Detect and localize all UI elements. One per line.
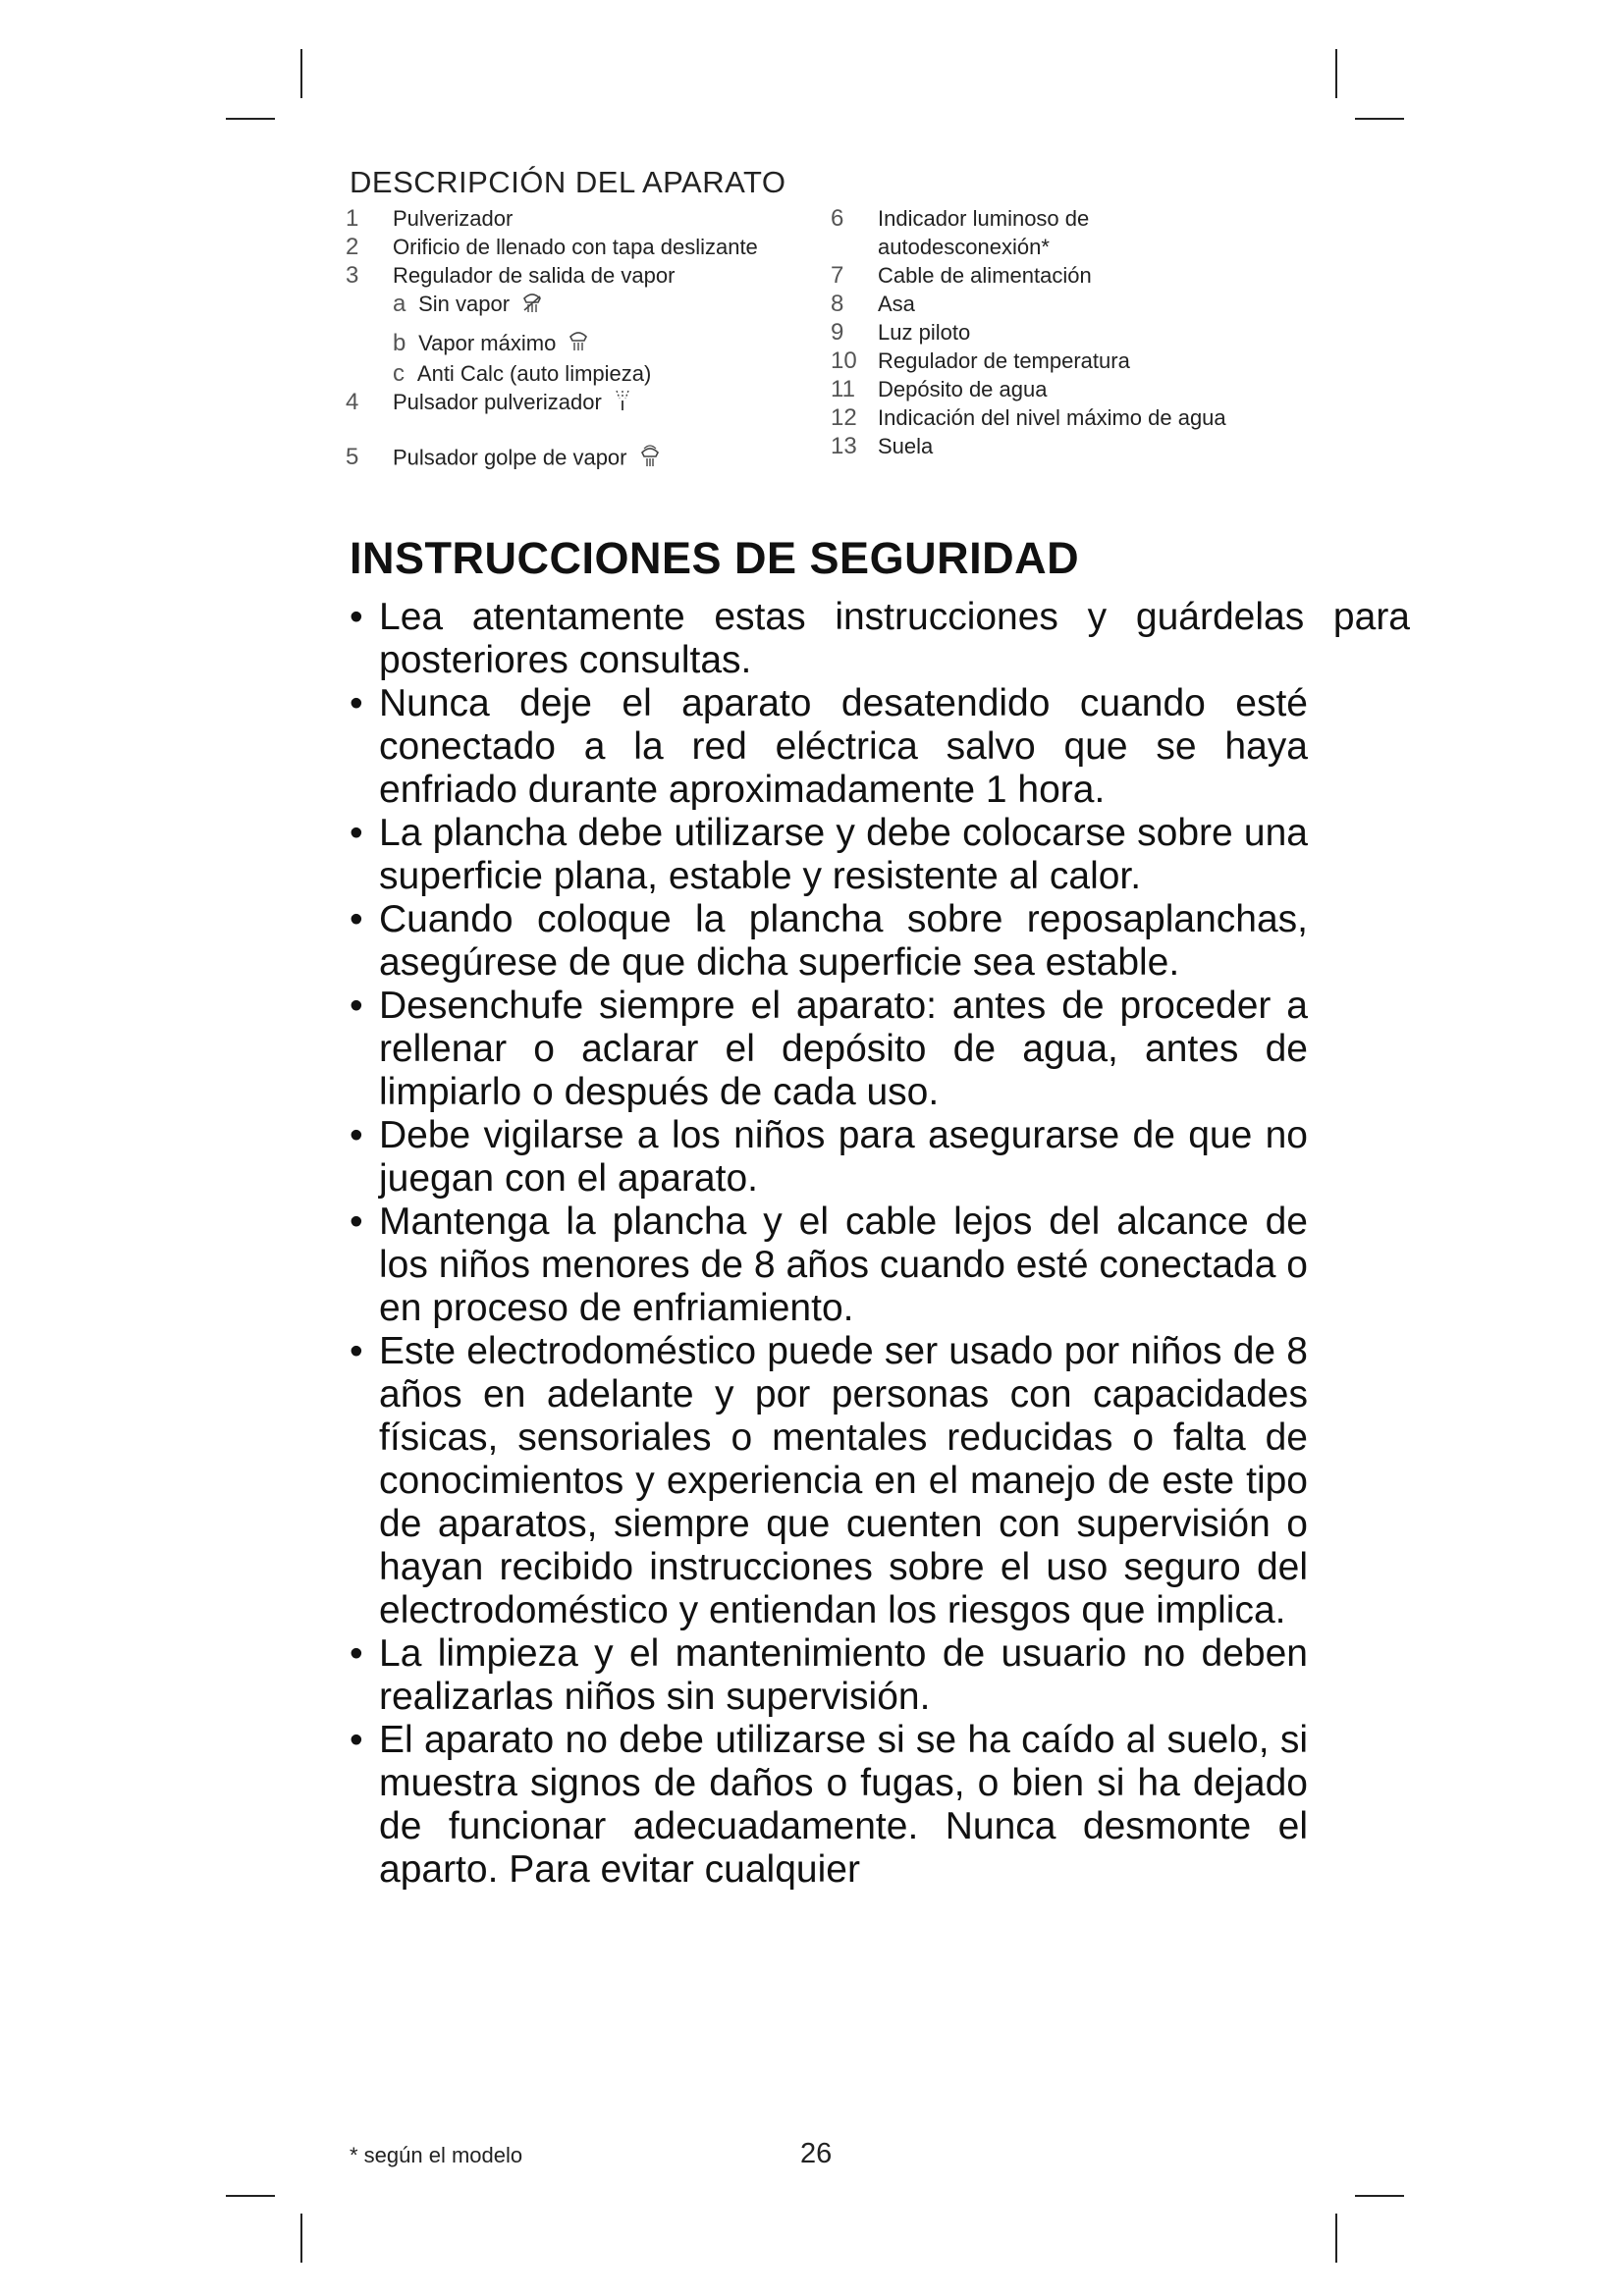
- part-label: Pulverizador: [393, 206, 514, 231]
- part-label: Pulsador pulverizador: [393, 390, 602, 415]
- sub-letter: b: [393, 329, 406, 356]
- crop-mark: [1335, 2214, 1337, 2263]
- crop-mark: [300, 2214, 302, 2263]
- list-item: • Este electrodoméstico puede ser usado por niños de 8 años en adelante y por personas con capacidades físicas, sensoriales o mentales reducidas o falta de conocimientos y experiencia en el manejo de este tipo de aparatos, siempre que cuenten con supervisión o hayan recibido instrucciones sobre el uso seguro del electrodoméstico y entiendan los riesgos que implica.: [350, 1330, 1308, 1632]
- steam-burst-icon: [639, 443, 661, 475]
- part-number: 9: [831, 319, 844, 346]
- part-label: Luz piloto: [878, 320, 971, 345]
- sub-letter: c: [393, 360, 405, 388]
- sub-item: [346, 359, 807, 388]
- part-label: Cable de alimentación: [878, 263, 1092, 288]
- sub-letter: a: [393, 291, 406, 317]
- safety-instructions-list: [350, 596, 1410, 1892]
- sub-item: [346, 329, 807, 360]
- list-item: • Nunca deje el aparato desatendido cuando esté conectado a la red eléctrica salvo que se haya enfriado durante aproximadamente 1 hora.: [350, 682, 1308, 812]
- part-label: Asa: [878, 292, 915, 316]
- part-item: [346, 388, 807, 419]
- part-label: Orificio de llenado con tapa deslizante: [393, 235, 758, 259]
- list-item: • Cuando coloque la plancha sobre reposaplanchas, asegúrese de que dicha superficie sea estable.: [350, 898, 1308, 985]
- crop-mark: [300, 49, 302, 98]
- part-number: 5: [346, 444, 359, 471]
- list-item: • Mantenga la plancha y el cable lejos del alcance de los niños menores de 8 años cuando esté conectada o en proceso de enfriamiento.: [350, 1201, 1308, 1330]
- part-number: 4: [346, 389, 359, 416]
- part-number: 7: [831, 262, 844, 289]
- part-item: [831, 204, 1322, 233]
- list-item: • Desenchufe siempre el aparato: antes de proceder a rellenar o aclarar el depósito de agua, antes de limpiarlo o después de cada uso.: [350, 985, 1308, 1114]
- sub-label: Sin vapor: [418, 292, 511, 316]
- part-number: 11: [831, 376, 855, 402]
- part-item: [831, 403, 1322, 432]
- parts-list-right: [831, 204, 1322, 460]
- crop-mark: [1335, 49, 1337, 98]
- list-item: • La plancha debe utilizarse y debe colocarse sobre una superficie plana, estable y resistente al calor.: [350, 812, 1308, 898]
- part-label-continuation: autodesconexión*: [878, 235, 1050, 259]
- part-label: Regulador de salida de vapor: [393, 263, 676, 288]
- page-number: 26: [800, 2138, 833, 2169]
- part-number: 12: [831, 404, 857, 431]
- safety-title: INSTRUCCIONES DE SEGURIDAD: [350, 533, 1080, 583]
- max-steam-icon: [568, 329, 589, 359]
- spray-icon: [614, 389, 631, 419]
- part-item: [831, 290, 1322, 318]
- crop-mark: [1355, 118, 1404, 120]
- part-label: Regulador de temperatura: [878, 348, 1130, 373]
- part-number: 8: [831, 291, 844, 317]
- sub-label: Vapor máximo: [418, 330, 557, 355]
- list-item: • La limpieza y el mantenimiento de usuario no deben realizarlas niños sin supervisión.: [350, 1632, 1308, 1719]
- crop-mark: [226, 2195, 275, 2197]
- part-item: [831, 261, 1322, 290]
- parts-list-left: [346, 204, 807, 475]
- part-item: [831, 432, 1322, 460]
- part-label: Pulsador golpe de vapor: [393, 445, 627, 470]
- part-label: Indicación del nivel máximo de agua: [878, 405, 1226, 430]
- part-label: Suela: [878, 434, 934, 458]
- part-number: 13: [831, 433, 857, 459]
- part-number: 1: [346, 205, 359, 232]
- part-item: [831, 375, 1322, 403]
- crop-mark: [1355, 2195, 1404, 2197]
- list-item: • Lea atentamente estas instrucciones y guárdelas para posteriores consultas.: [350, 596, 1410, 682]
- part-item: [831, 318, 1322, 347]
- part-label: Indicador luminoso de: [878, 206, 1090, 231]
- part-label: Depósito de agua: [878, 377, 1048, 401]
- list-item: • Debe vigilarse a los niños para asegurarse de que no juegan con el aparato.: [350, 1114, 1308, 1201]
- part-number: 3: [346, 262, 359, 289]
- description-title: DESCRIPCIÓN DEL APARATO: [350, 165, 786, 199]
- footnote: * según el modelo: [350, 2143, 523, 2167]
- sub-item: [346, 290, 807, 321]
- sub-label: Anti Calc (auto limpieza): [416, 361, 652, 387]
- crop-mark: [226, 118, 275, 120]
- no-steam-icon: [521, 291, 543, 321]
- part-number: 2: [346, 234, 359, 260]
- list-item: • El aparato no debe utilizarse si se ha caído al suelo, si muestra signos de daños o fugas, o bien si ha dejado de funcionar adecuadamente. Nunca desmonte el aparto. Para evitar cualquier: [350, 1719, 1308, 1892]
- part-number: 10: [831, 347, 857, 374]
- part-item: [346, 233, 807, 261]
- part-item: [346, 443, 807, 475]
- part-item: [346, 261, 807, 290]
- part-item: [831, 347, 1322, 375]
- part-number: 6: [831, 205, 844, 232]
- part-item: [346, 204, 807, 233]
